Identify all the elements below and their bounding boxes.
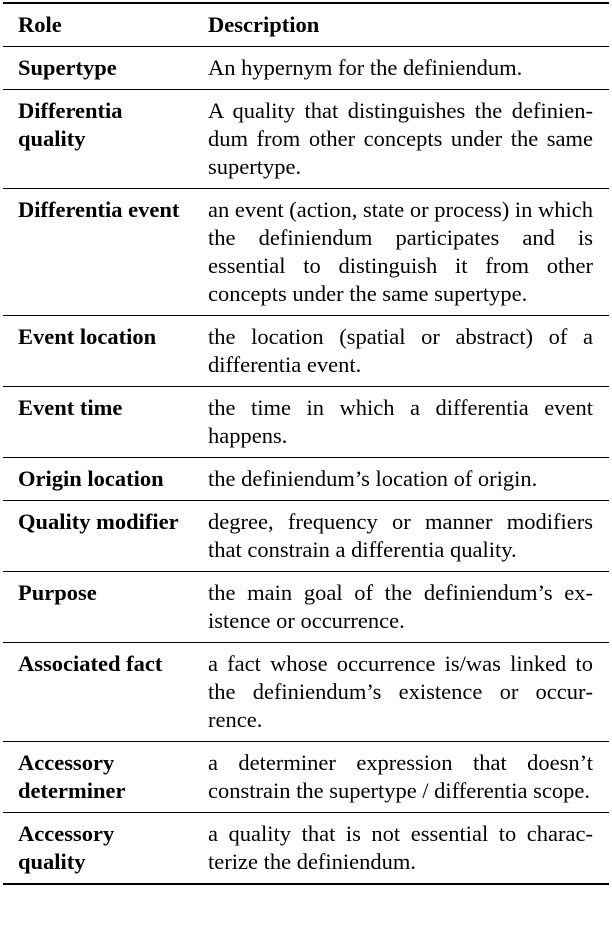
description-cell: An hypernym for the definiendum. bbox=[193, 47, 609, 90]
role-cell: Origin location bbox=[3, 458, 193, 501]
description-cell: an event (action, state or process) in which the definiendum participates and is essential to distinguish it from other concepts under the same supertype. bbox=[193, 189, 609, 316]
description-cell: a determiner expression that doesn’t constrain the supertype / differentia scope. bbox=[193, 742, 609, 813]
table-row bbox=[3, 643, 609, 742]
table-row bbox=[3, 387, 609, 458]
table-row bbox=[3, 813, 609, 885]
description-cell: a quality that is not essential to characterize the definiendum. bbox=[193, 813, 609, 885]
table-row bbox=[3, 572, 609, 643]
description-cell: degree, frequency or manner modifiers that constrain a differentia quality. bbox=[193, 501, 609, 572]
description-cell: the location (spatial or abstract) of a differentia event. bbox=[193, 316, 609, 387]
header-description: Description bbox=[193, 3, 609, 47]
description-cell: a fact whose occurrence is/was linked to the definiendum’s existence or occurrence. bbox=[193, 643, 609, 742]
role-cell: Quality modifier bbox=[3, 501, 193, 572]
description-cell: A quality that distinguishes the definiendum from other concepts under the same supertype. bbox=[193, 90, 609, 189]
table-row bbox=[3, 501, 609, 572]
table-row bbox=[3, 458, 609, 501]
role-cell: Event time bbox=[3, 387, 193, 458]
table-row bbox=[3, 316, 609, 387]
table-row bbox=[3, 189, 609, 316]
role-cell: Differentia event bbox=[3, 189, 193, 316]
role-cell: Accessory determiner bbox=[3, 742, 193, 813]
header-role: Role bbox=[3, 3, 193, 47]
description-cell: the time in which a differentia event happens. bbox=[193, 387, 609, 458]
role-cell: Purpose bbox=[3, 572, 193, 643]
roles-table bbox=[3, 2, 609, 885]
description-cell: the main goal of the definiendum’s existence or occurrence. bbox=[193, 572, 609, 643]
description-cell: the definiendum’s location of origin. bbox=[193, 458, 609, 501]
role-cell: Supertype bbox=[3, 47, 193, 90]
table-row bbox=[3, 742, 609, 813]
role-cell: Associated fact bbox=[3, 643, 193, 742]
role-cell: Event location bbox=[3, 316, 193, 387]
table-header-row bbox=[3, 3, 609, 47]
role-cell: Accessory quality bbox=[3, 813, 193, 885]
table-row bbox=[3, 90, 609, 189]
table-row bbox=[3, 47, 609, 90]
role-cell: Differentia quality bbox=[3, 90, 193, 189]
